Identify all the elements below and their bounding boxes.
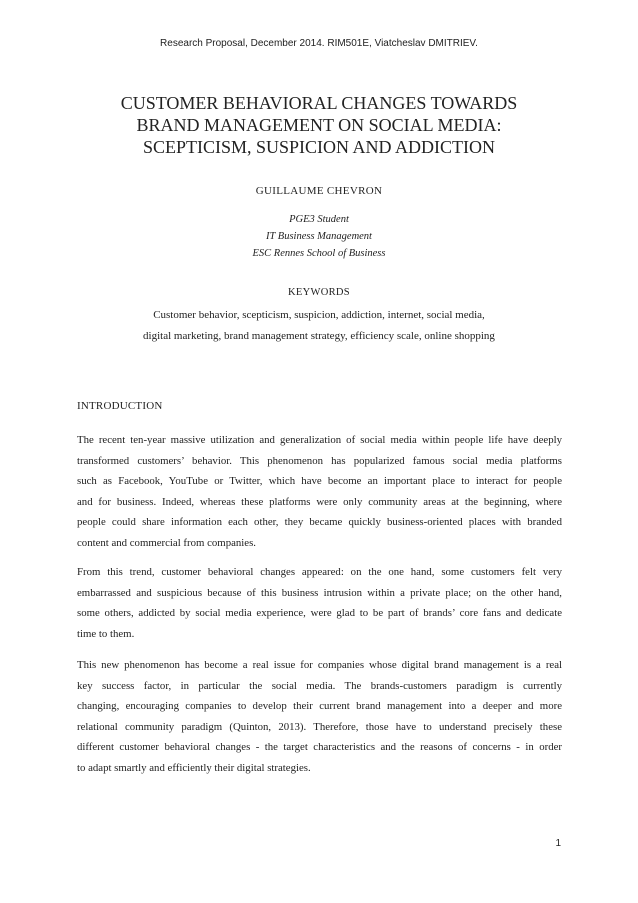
title-line: CUSTOMER BEHAVIORAL CHANGES TOWARDS: [120, 93, 518, 113]
paragraph-line: such as Facebook, YouTube or Twitter, which have become an important place to interact for people: [77, 475, 562, 487]
keywords-heading: KEYWORDS: [288, 287, 350, 298]
page-number: 1: [555, 838, 561, 849]
author-name: GUILLAUME CHEVRON: [255, 185, 383, 197]
affiliation-line: ESC Rennes School of Business: [252, 248, 386, 259]
running-header: Research Proposal, December 2014. RIM501E, Viatcheslav DMITRIEV.: [160, 38, 478, 49]
paragraph-line: changing, encouraging companies to develop their current brand management into a deeper and more: [77, 700, 562, 712]
paragraph-line: From this trend, customer behavioral changes appeared: on the one hand, some customers felt very: [77, 566, 562, 578]
paragraph-line: relational community paradigm (Quinton, 2013). Therefore, those have to understand precisely these: [77, 720, 562, 733]
body-paragraph: [77, 655, 562, 778]
keywords-list: [0, 305, 638, 347]
paragraph-line: content and commercial from companies.: [77, 536, 256, 549]
paragraph-line: The recent ten-year massive utilization and generalization of social media within people life have deeply: [77, 434, 562, 446]
paragraph-line: different customer behavioral changes - the target characteristics and the reasons of concerns - in order: [77, 741, 562, 753]
paragraph-line: transformed customers’ behavior. This phenomenon has popularized famous social media platforms: [77, 454, 562, 467]
title-line: BRAND MANAGEMENT ON SOCIAL MEDIA:: [136, 115, 502, 135]
affiliation-line: IT Business Management: [266, 231, 372, 242]
body-paragraph: [77, 562, 562, 644]
paragraph-line: people could share information each other, they became quickly business-oriented places with branded: [77, 516, 562, 528]
paragraph-line: key success factor, in particular the social media. The brands-customers paradigm is currently: [77, 679, 562, 692]
paragraph-line: This new phenomenon has become a real issue for companies whose digital brand management is a real: [77, 659, 562, 671]
body-paragraph: [77, 430, 562, 553]
affiliation-line: PGE3 Student: [289, 214, 349, 225]
keywords-line: Customer behavior, scepticism, suspicion, addiction, internet, social media,: [153, 309, 485, 321]
keywords-line: digital marketing, brand management strategy, efficiency scale, online shopping: [143, 330, 495, 342]
paper-title: [60, 92, 578, 158]
paragraph-line: and for business. Indeed, whereas these platforms were only community areas at the beginning, where: [77, 495, 562, 508]
paragraph-line: to adapt smartly and efficiently their digital strategies.: [77, 761, 311, 774]
author-affiliation: [0, 211, 638, 262]
paragraph-line: embarrassed and suspicious because of this business intrusion within a private place; on the other hand,: [77, 586, 562, 599]
title-line: SCEPTICISM, SUSPICION AND ADDICTION: [142, 137, 496, 157]
paragraph-line: some others, addicted by social media experience, were glad to be part of brands’ core fans and dedicate: [77, 607, 562, 619]
section-heading-introduction: INTRODUCTION: [77, 400, 163, 412]
paragraph-line: time to them.: [77, 627, 135, 640]
